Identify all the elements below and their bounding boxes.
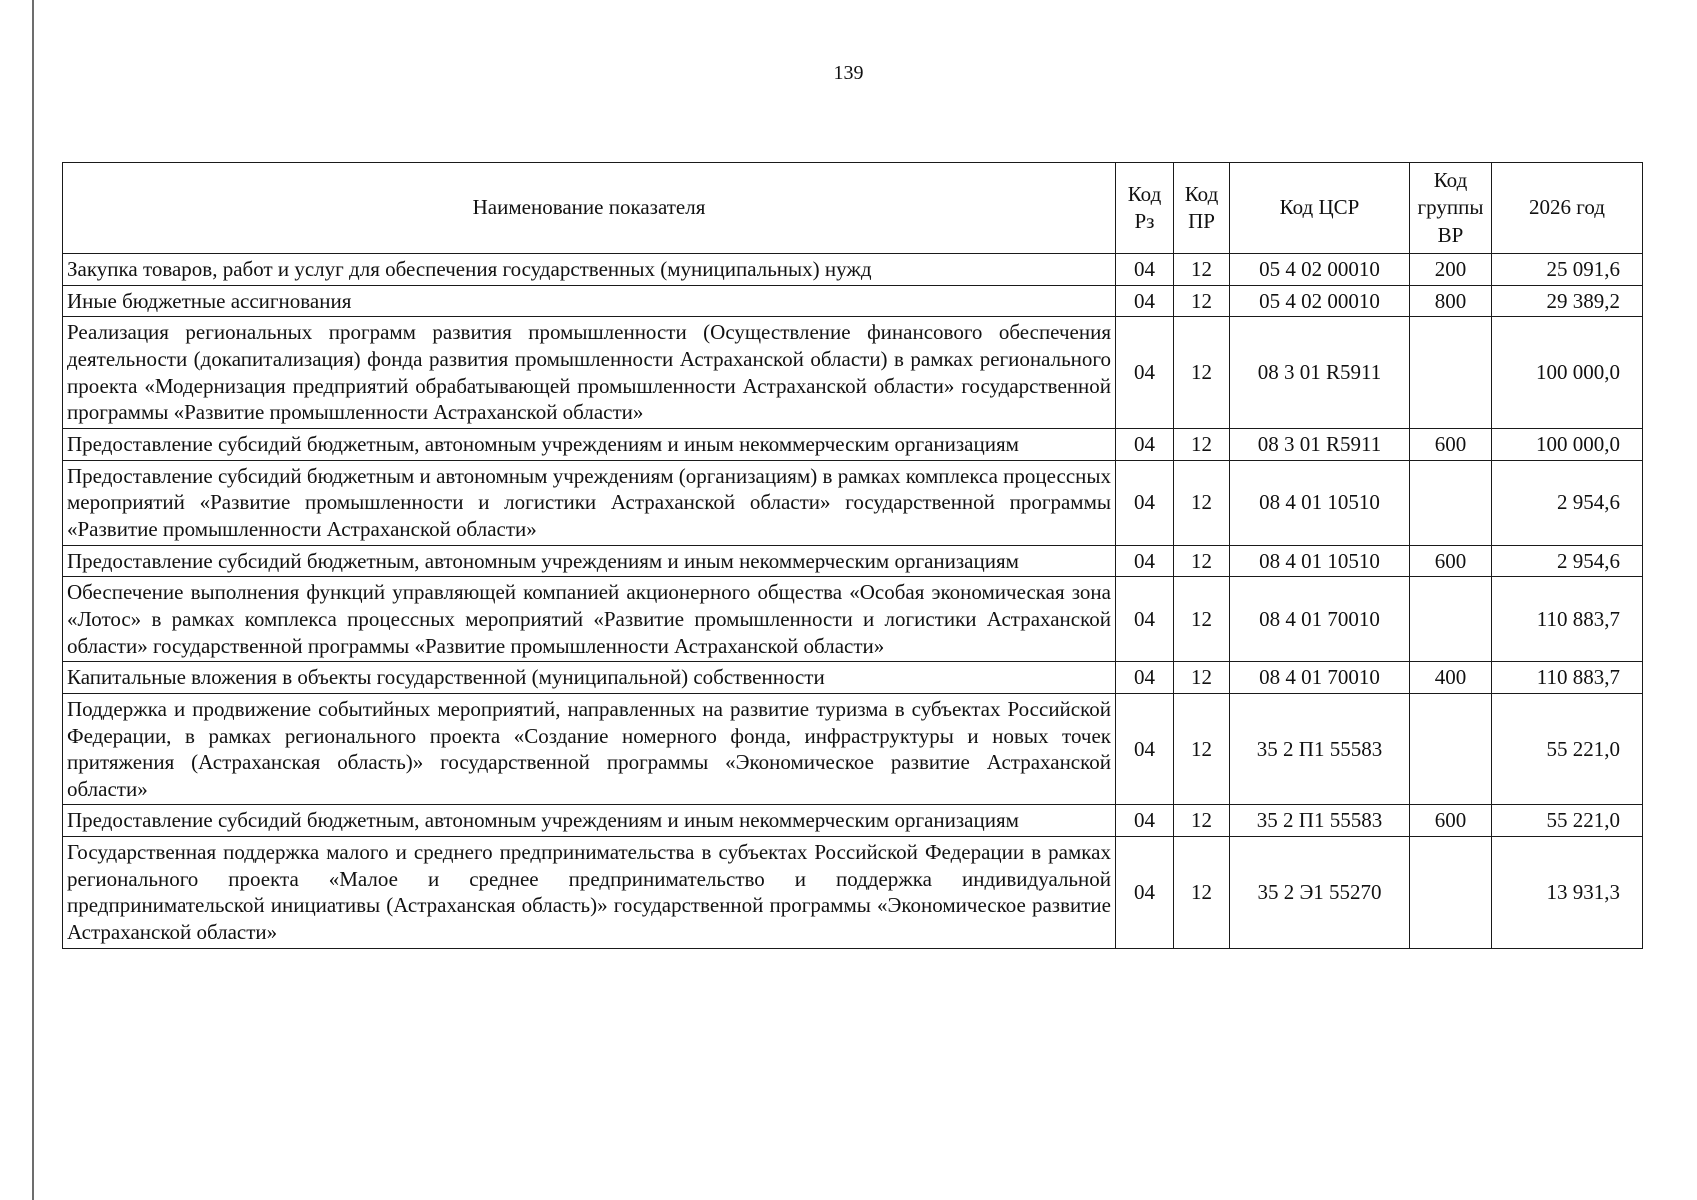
row-vr: 400 [1410,662,1492,694]
row-sum: 100 000,0 [1492,317,1643,429]
table-row [63,460,1643,545]
row-pr: 12 [1174,805,1230,837]
row-rz: 04 [1116,460,1174,545]
budget-table [62,162,1643,949]
row-sum: 110 883,7 [1492,577,1643,662]
table-row [63,662,1643,694]
row-vr: 600 [1410,545,1492,577]
header-year: 2026 год [1492,163,1643,254]
table-row [63,428,1643,460]
row-csr: 08 4 01 70010 [1230,577,1410,662]
row-vr [1410,577,1492,662]
row-rz: 04 [1116,577,1174,662]
row-csr: 08 4 01 70010 [1230,662,1410,694]
row-vr [1410,837,1492,949]
table-row [63,317,1643,429]
row-rz: 04 [1116,693,1174,805]
row-pr: 12 [1174,693,1230,805]
row-pr: 12 [1174,317,1230,429]
row-csr: 08 4 01 10510 [1230,545,1410,577]
row-vr: 200 [1410,254,1492,286]
table-row [63,805,1643,837]
header-vr: Код группы ВР [1410,163,1492,254]
row-pr: 12 [1174,254,1230,286]
header-rz: Код Рз [1116,163,1174,254]
table-row [63,545,1643,577]
row-vr [1410,317,1492,429]
row-rz: 04 [1116,837,1174,949]
table-row [63,285,1643,317]
header-pr: Код ПР [1174,163,1230,254]
page-number: 139 [833,62,864,84]
row-sum: 55 221,0 [1492,693,1643,805]
row-pr: 12 [1174,460,1230,545]
row-pr: 12 [1174,428,1230,460]
row-pr: 12 [1174,662,1230,694]
row-pr: 12 [1174,545,1230,577]
table-header-row [63,163,1643,254]
row-name: Реализация региональных программ развития промышленности (Осуществление финансового обеспечения деятельности (докапитализация) фонда развития промышленности Астраханской области) в рамках регионального проекта «Модернизация предприятий обрабатывающей промышленности Астраханской области» государственной программы «Развитие промышленности Астраханской области» [63,317,1116,429]
row-vr: 600 [1410,428,1492,460]
row-csr: 05 4 02 00010 [1230,285,1410,317]
row-name: Государственная поддержка малого и среднего предпринимательства в субъектах Российской Федерации в рамках регионального проекта «Малое и среднее предпринимательство и поддержка индивидуальной предпринимательской инициативы (Астраханская область)» государственной программы «Экономическое развитие Астраханской области» [63,837,1116,949]
row-csr: 08 3 01 R5911 [1230,317,1410,429]
row-sum: 25 091,6 [1492,254,1643,286]
row-rz: 04 [1116,285,1174,317]
row-csr: 35 2 Э1 55270 [1230,837,1410,949]
row-rz: 04 [1116,545,1174,577]
row-sum: 110 883,7 [1492,662,1643,694]
row-csr: 35 2 П1 55583 [1230,693,1410,805]
row-pr: 12 [1174,577,1230,662]
row-pr: 12 [1174,837,1230,949]
row-csr: 08 4 01 10510 [1230,460,1410,545]
row-name: Предоставление субсидий бюджетным, автономным учреждениям и иным некоммерческим организациям [63,428,1116,460]
row-vr [1410,693,1492,805]
header-csr: Код ЦСР [1230,163,1410,254]
row-rz: 04 [1116,805,1174,837]
row-name: Капитальные вложения в объекты государственной (муниципальной) собственности [63,662,1116,694]
row-name: Иные бюджетные ассигнования [63,285,1116,317]
row-name: Поддержка и продвижение событийных мероприятий, направленных на развитие туризма в субъектах Российской Федерации, в рамках регионального проекта «Создание номерного фонда, инфраструктуры и новых точек притяжения (Астраханская область)» государственной программы «Экономическое развитие Астраханской области» [63,693,1116,805]
row-name: Обеспечение выполнения функций управляющей компанией акционерного общества «Особая экономическая зона «Лотос» в рамках комплекса процессных мероприятий «Развитие промышленности и логистики Астраханской области» государственной программы «Развитие промышленности Астраханской области» [63,577,1116,662]
scan-edge-line [32,0,34,1200]
row-vr: 800 [1410,285,1492,317]
row-rz: 04 [1116,317,1174,429]
row-sum: 100 000,0 [1492,428,1643,460]
row-rz: 04 [1116,428,1174,460]
row-rz: 04 [1116,254,1174,286]
row-name: Предоставление субсидий бюджетным, автономным учреждениям и иным некоммерческим организациям [63,805,1116,837]
table-row [63,837,1643,949]
table-row [63,693,1643,805]
row-vr [1410,460,1492,545]
row-sum: 55 221,0 [1492,805,1643,837]
row-sum: 2 954,6 [1492,545,1643,577]
table-row [63,254,1643,286]
row-vr: 600 [1410,805,1492,837]
row-name: Закупка товаров, работ и услуг для обеспечения государственных (муниципальных) нужд [63,254,1116,286]
table-row [63,577,1643,662]
header-name: Наименование показателя [63,163,1116,254]
row-rz: 04 [1116,662,1174,694]
row-name: Предоставление субсидий бюджетным и автономным учреждениям (организациям) в рамках комплекса процессных мероприятий «Развитие промышленности и логистики Астраханской области» государственной программы «Развитие промышленности Астраханской области» [63,460,1116,545]
row-name: Предоставление субсидий бюджетным, автономным учреждениям и иным некоммерческим организациям [63,545,1116,577]
row-sum: 29 389,2 [1492,285,1643,317]
row-pr: 12 [1174,285,1230,317]
row-sum: 13 931,3 [1492,837,1643,949]
row-csr: 35 2 П1 55583 [1230,805,1410,837]
row-csr: 08 3 01 R5911 [1230,428,1410,460]
row-sum: 2 954,6 [1492,460,1643,545]
row-csr: 05 4 02 00010 [1230,254,1410,286]
